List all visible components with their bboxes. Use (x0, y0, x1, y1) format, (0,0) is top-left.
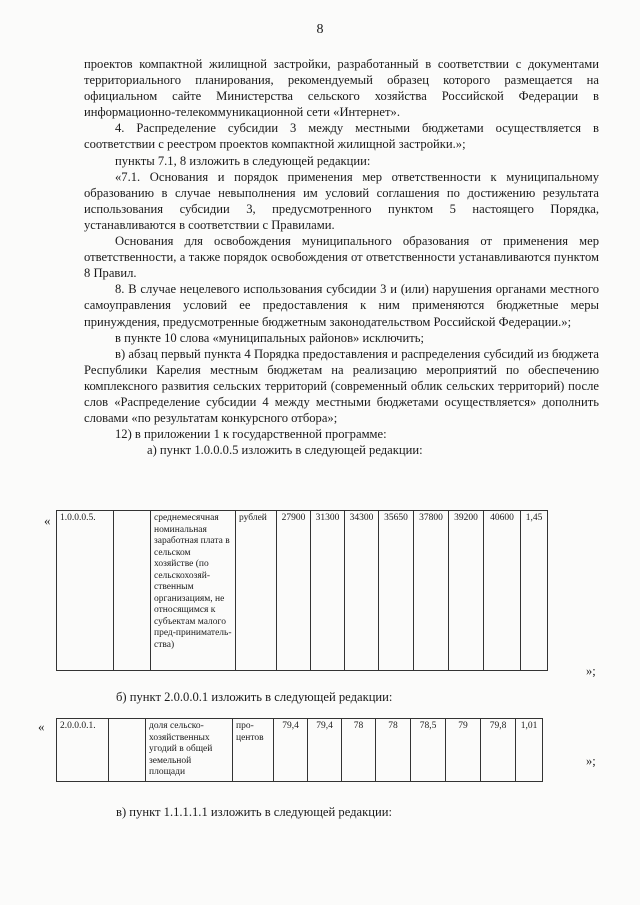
indicator-description: среднемесячная номинальная заработная плата в сельском хозяйстве (по сельскохозяй-ственным организациям, не относящимся к субъектам малого пред-приниматель-ства) (151, 511, 236, 671)
indicator-unit: рублей (236, 511, 277, 671)
quote-close: »; (586, 754, 596, 768)
indicator-unit: про-центов (233, 719, 274, 782)
value-cell: 37800 (414, 511, 449, 671)
paragraph: 12) в приложении 1 к государственной программе: (115, 427, 387, 442)
value-cell: 31300 (311, 511, 345, 671)
value-cell: 1,45 (521, 511, 548, 671)
quote-open: « (44, 513, 51, 528)
value-cell: 78 (376, 719, 411, 782)
paragraph: в) абзац первый пункта 4 Порядка предоставления и распределения субсидий из бюджета Республики Карелия местным бюджетам на реализацию мероприятий по обеспечению комплексного развития сельских территорий (современный облик сельских территорий) после слов «Распределение субсидии 4 между местными бюджетами осуществляется» дополнить словами «по результатам конкурсного отбора»; (84, 346, 599, 426)
empty-cell (114, 511, 151, 671)
body-text (84, 56, 599, 458)
caption-b: б) пункт 2.0.0.0.1 изложить в следующей редакции: (116, 690, 393, 704)
page-number: 8 (316, 22, 324, 37)
value-cell: 39200 (449, 511, 484, 671)
quote-open: « (38, 719, 45, 734)
table-row (57, 719, 543, 782)
value-cell: 34300 (345, 511, 379, 671)
value-cell: 78,5 (411, 719, 446, 782)
value-cell: 35650 (379, 511, 414, 671)
value-cell: 78 (342, 719, 376, 782)
paragraph: Основания для освобождения муниципального образования от применения мер ответственности, а также порядок освобождения от ответственности устанавливаются пунктом 8 Правил. (84, 234, 599, 281)
indicator-description: доля сельско-хозяйственных угодий в общей земельной площади (146, 719, 233, 782)
value-cell: 79,4 (274, 719, 308, 782)
value-cell: 1,01 (516, 719, 543, 782)
paragraph: «7.1. Основания и порядок применения мер ответственности к муниципальному образованию в случае невыполнения им условий соглашения по достижению результата использования субсидии 3, предусмотренного пунктом 5 настоящего Порядка, устанавливаются в соответствии с Правилами. (84, 169, 599, 232)
caption-v: в) пункт 1.1.1.1.1 изложить в следующей редакции: (116, 805, 392, 819)
value-cell: 40600 (484, 511, 521, 671)
indicator-code: 1.0.0.0.5. (57, 511, 114, 671)
paragraph: а) пункт 1.0.0.0.5 изложить в следующей редакции: (147, 443, 423, 458)
paragraph: пункты 7.1, 8 изложить в следующей редакции: (115, 153, 371, 168)
table-row (57, 511, 548, 671)
value-cell: 79,8 (481, 719, 516, 782)
indicator-code: 2.0.0.0.1. (57, 719, 109, 782)
paragraph: 8. В случае нецелевого использования субсидии 3 и (или) нарушения органами местного самоуправления условий ее предоставления к ним применяются бюджетные меры принуждения, предусмотренные бюджетным законодательством Российской Федерации.»; (84, 282, 599, 329)
value-cell: 79 (446, 719, 481, 782)
indicator-table-1 (56, 510, 548, 671)
indicator-table-2 (56, 718, 543, 782)
empty-cell (109, 719, 146, 782)
paragraph: проектов компактной жилищной застройки, разработанный в соответствии с документами территориального планирования, рекомендуемый образец которого размещается на официальном сайте Министерства сельского хозяйства Российской Федерации в информационно-телекоммуникационной сети «Интернет». (84, 57, 599, 120)
paragraph: 4. Распределение субсидии 3 между местными бюджетами осуществляется в соответствии с реестром проектов компактной жилищной застройки.»; (84, 121, 599, 152)
paragraph: в пункте 10 слова «муниципальных районов» исключить; (115, 330, 424, 345)
value-cell: 27900 (277, 511, 311, 671)
quote-close: »; (586, 664, 596, 678)
value-cell: 79,4 (308, 719, 342, 782)
